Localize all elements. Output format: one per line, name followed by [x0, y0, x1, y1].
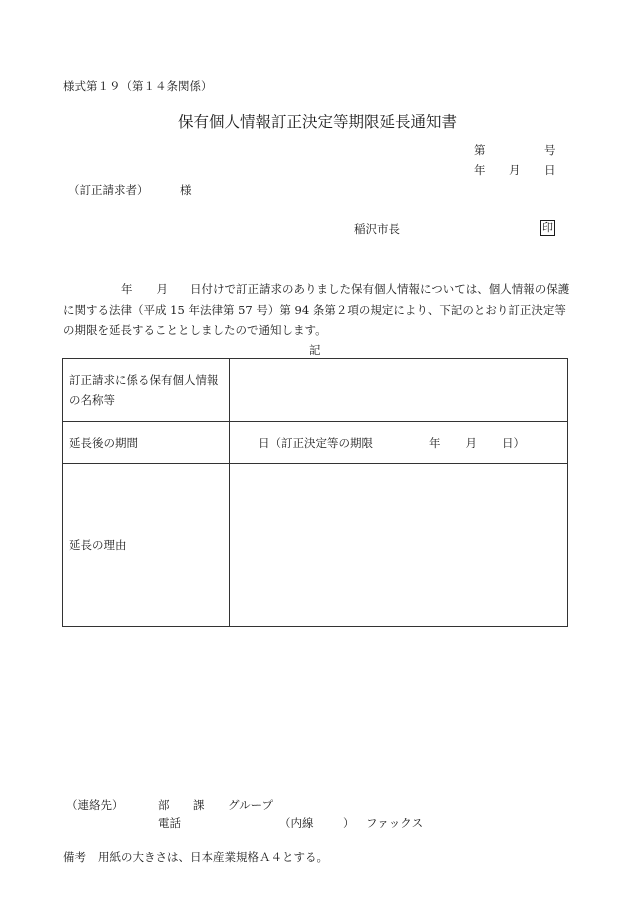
recipient-label: （訂正請求者）: [68, 183, 149, 197]
contact-fax: ファックス: [366, 816, 424, 830]
contact-group: グループ: [228, 798, 274, 812]
body-text: 日付けで訂正請求のありました保有個人情報については、個人情報の保護に関する法律（平成 15 年法律第 57 号）第 94 条第２項の規定により、下記のとおり訂正決定等の期限を延長することとしましたので通知します。: [63, 282, 570, 337]
doc-number-suffix: 号: [544, 143, 556, 157]
period-day-close: 日）: [502, 435, 525, 450]
contact-phone: 電話: [158, 816, 181, 830]
page-title: 保有個人情報訂正決定等期限延長通知書: [178, 113, 458, 131]
date-month: 月: [509, 163, 521, 177]
sender-name: 稲沢市長: [354, 222, 400, 236]
body-paragraph: [63, 279, 570, 341]
contact-department: 部: [158, 798, 170, 812]
row-value-reason[interactable]: [230, 464, 568, 627]
body-year: 年: [121, 282, 133, 296]
note-label: 備考: [63, 850, 86, 864]
body-month: 月: [156, 282, 168, 296]
contact-label: （連絡先）: [66, 798, 124, 812]
ki-heading: 記: [309, 343, 321, 357]
period-month: 月: [465, 435, 477, 450]
table-row: [63, 422, 568, 464]
date-day: 日: [544, 163, 556, 177]
row-value-info-name[interactable]: [230, 359, 568, 422]
recipient-honorific: 様: [180, 183, 192, 197]
table-row: [63, 464, 568, 627]
note-text: 用紙の大きさは、日本産業規格Ａ４とする。: [98, 850, 328, 864]
form-number: 様式第１９（第１４条関係）: [63, 79, 213, 93]
row-value-extended-period[interactable]: [230, 422, 568, 464]
doc-number-prefix: 第: [474, 143, 486, 157]
seal-mark: 印: [542, 221, 553, 234]
contact-section: 課: [193, 798, 205, 812]
record-table: [62, 358, 568, 627]
contact-extension-close: ）: [343, 816, 355, 830]
row-label-extended-period: 延長後の期間: [63, 422, 230, 464]
contact-extension: （内線: [279, 816, 314, 830]
row-label-reason: 延長の理由: [63, 464, 230, 627]
date-year: 年: [474, 163, 486, 177]
period-year: 年: [429, 435, 441, 450]
table-row: [63, 359, 568, 422]
period-day: 日（訂正決定等の期限: [258, 435, 373, 450]
row-label-info-name: 訂正請求に係る保有個人情報の名称等: [63, 359, 230, 422]
